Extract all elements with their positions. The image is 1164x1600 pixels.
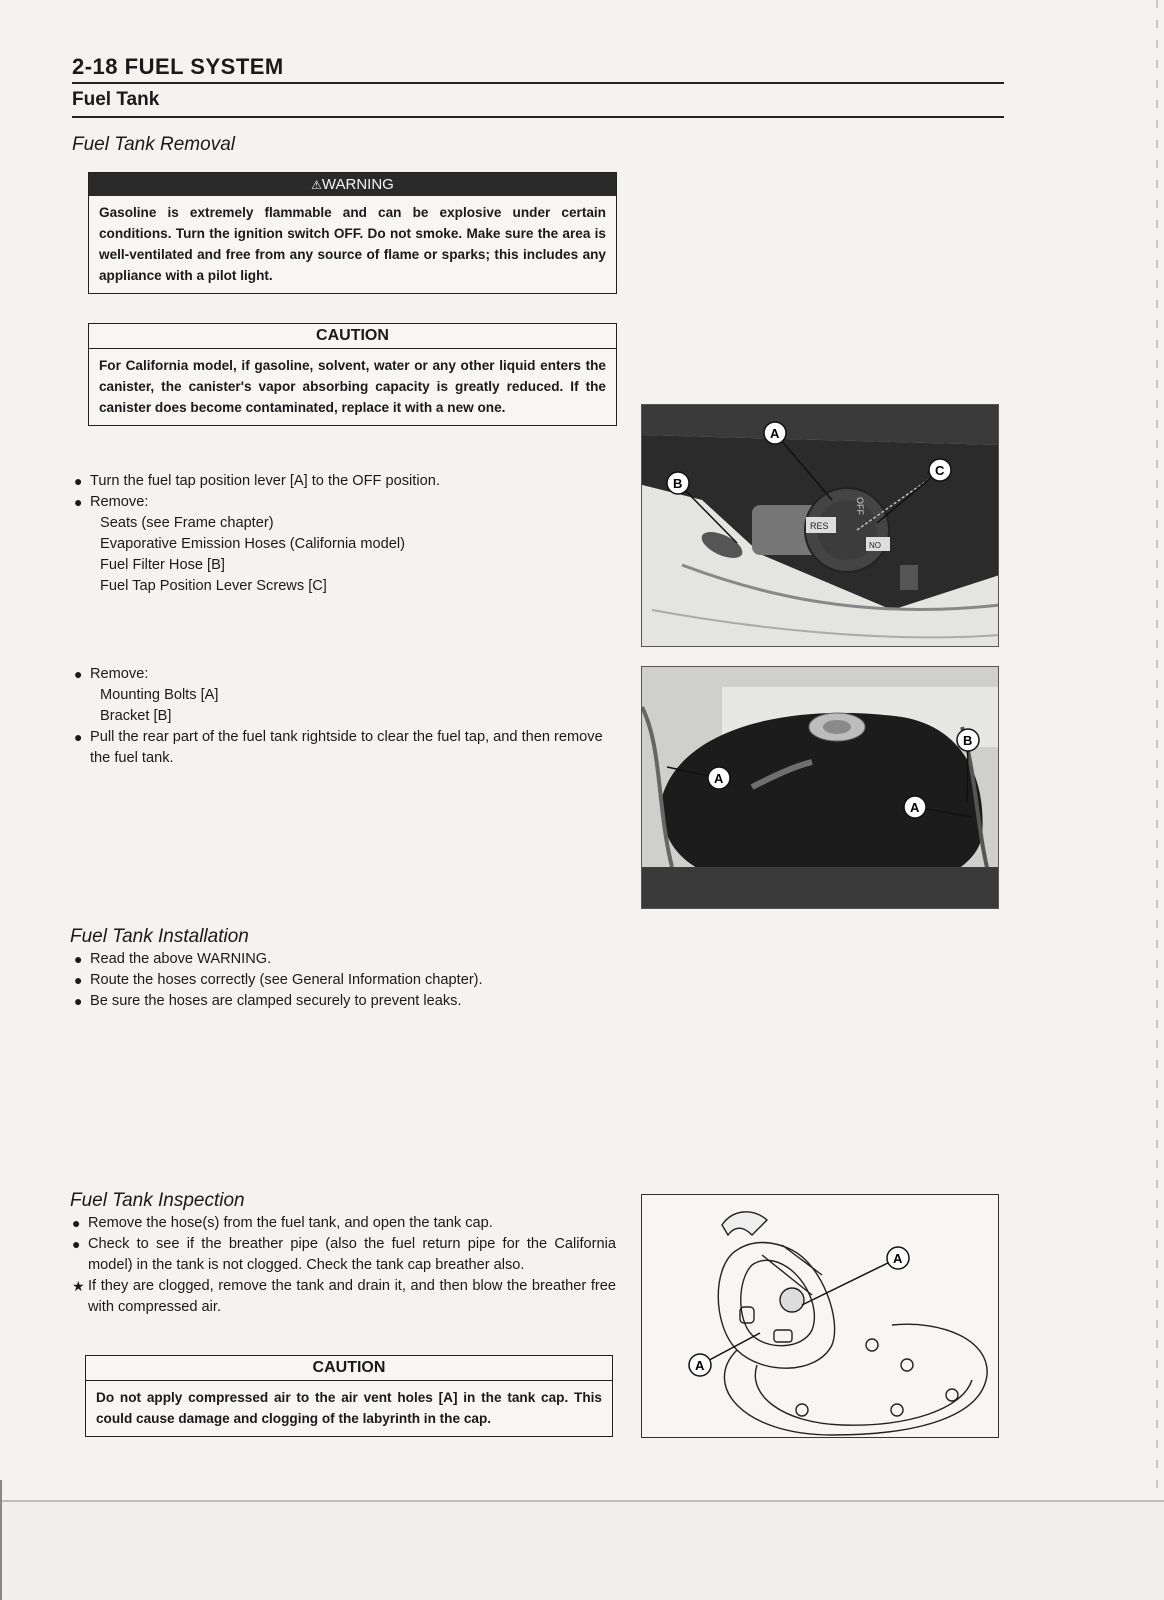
caution-title-2: CAUTION	[86, 1356, 612, 1381]
sub-item: Mounting Bolts [A]	[100, 687, 219, 703]
bullet-icon: ●	[74, 494, 83, 510]
chapter-heading: 2-18 FUEL SYSTEM	[72, 54, 1004, 84]
list-item: ● Check to see if the breather pipe (also the fuel return pipe for the California model) in the tank is not clogged. Check the tank cap breather also.	[72, 1236, 616, 1273]
bullet-icon: ●	[72, 1236, 81, 1252]
list-item: ● Read the above WARNING.	[74, 949, 634, 970]
callout-c: C	[935, 463, 945, 478]
warning-text: Gasoline is extremely flammable and can be explosive under certain conditions. Turn the ignition switch OFF. Do not smoke. Make sure the area is well-ventilated and free from any source of flame or sparks; this includes any appliance with a pilot light.	[99, 205, 606, 283]
on-label: NO	[869, 541, 881, 550]
list-item: ● Remove:	[74, 492, 634, 513]
off-label: OFF	[855, 497, 865, 515]
page-binding-edge	[1156, 0, 1158, 1500]
star-icon: ★	[72, 1278, 85, 1294]
list-item: ★ If they are clogged, remove the tank and drain it, and then blow the breather free with compressed air.	[72, 1278, 616, 1315]
list-item: ● Route the hoses correctly (see General Information chapter).	[74, 970, 634, 991]
caution-box-1	[88, 323, 617, 426]
installation-steps	[74, 949, 634, 1012]
callout-a-right: A	[910, 800, 920, 815]
removal-steps-2	[74, 664, 620, 769]
installation-heading: Fuel Tank Installation	[70, 926, 249, 947]
sub-item: Bracket [B]	[100, 708, 172, 724]
bullet-icon: ●	[74, 473, 83, 489]
inspection-steps	[72, 1213, 616, 1318]
removal-steps-1	[74, 471, 634, 597]
sub-item: Fuel Filter Hose [B]	[100, 557, 225, 573]
callout-b: B	[673, 476, 683, 491]
sub-item: Evaporative Emission Hoses (California model)	[100, 536, 405, 552]
caution-text-1: For California model, if gasoline, solvent, water or any other liquid enters the canister, the canister's vapor absorbing capacity is greatly reduced. If the canister does become contaminated, replace it with a new one.	[99, 358, 606, 415]
list-item: ● Be sure the hoses are clamped securely to prevent leaks.	[74, 991, 634, 1012]
bullet-icon: ●	[72, 1215, 81, 1231]
scan-margin	[0, 1502, 1164, 1600]
list-item: ● Turn the fuel tap position lever [A] to the OFF position.	[74, 471, 634, 492]
warning-box	[88, 172, 617, 294]
tank-cap-drawing	[641, 1194, 999, 1438]
bullet-icon: ●	[74, 729, 83, 745]
warning-icon: ⚠	[311, 178, 322, 192]
removal-heading: Fuel Tank Removal	[72, 134, 235, 155]
caution-text-2: Do not apply compressed air to the air vent holes [A] in the tank cap. This could cause damage and clogging of the labyrinth in the cap.	[96, 1390, 602, 1426]
list-item: ● Pull the rear part of the fuel tank rightside to clear the fuel tap, and then remove the fuel tank.	[74, 729, 603, 766]
callout-a-left: A	[714, 771, 724, 786]
list-item: ● Remove the hose(s) from the fuel tank, and open the tank cap.	[72, 1213, 616, 1234]
bullet-icon: ●	[74, 972, 83, 988]
sub-item: Fuel Tap Position Lever Screws [C]	[100, 578, 327, 594]
callout-a: A	[770, 426, 780, 441]
list-item: ● Remove:	[74, 664, 620, 685]
caution-box-2	[85, 1355, 613, 1437]
fuel-tap-photo	[641, 404, 999, 647]
warning-title: WARNING	[321, 176, 394, 193]
scan-left-edge	[0, 1480, 2, 1600]
bullet-icon: ●	[74, 993, 83, 1009]
section-heading: Fuel Tank	[72, 89, 1004, 118]
fuel-tank-photo	[641, 666, 999, 909]
callout-b: B	[963, 733, 973, 748]
bullet-icon: ●	[74, 951, 83, 967]
res-label: RES	[810, 521, 829, 531]
caution-title-1: CAUTION	[89, 324, 616, 349]
callout-a-bottom: A	[695, 1358, 705, 1373]
inspection-heading: Fuel Tank Inspection	[70, 1190, 245, 1211]
sub-item: Seats (see Frame chapter)	[100, 515, 274, 531]
callout-a-top: A	[893, 1251, 903, 1266]
bullet-icon: ●	[74, 666, 83, 682]
warning-bar	[89, 173, 616, 196]
